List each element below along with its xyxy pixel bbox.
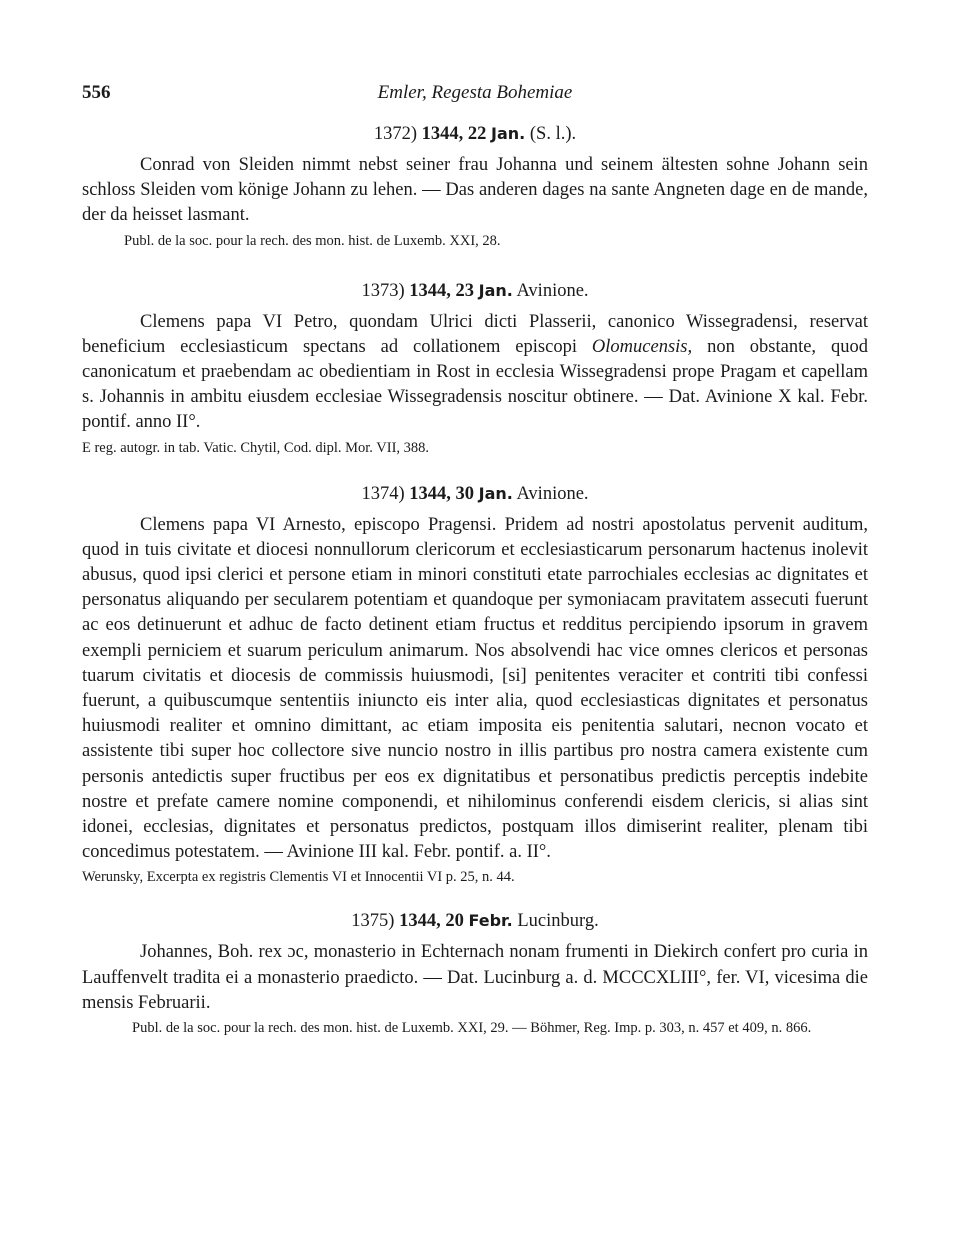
entry-text: Johannes, Boh. rex ɔc, monasterio in Echternach nonam frumenti in Diekirch confert pro curia in Lauffenvelt tradita ei a monasterio praedicto. — Dat. Lucinburg a. d. MCCCXLIII°, fer. VI, vicesima die mensis Februarii.	[82, 942, 868, 1013]
regest-entry	[82, 909, 868, 1038]
entry-source: Werunsky, Excerpta ex registris Clementis VI et Innocentii VI p. 25, n. 44.	[82, 869, 515, 886]
regest-entry	[82, 122, 868, 251]
entry-text: Conrad von Sleiden nimmt nebst seiner frau Johanna und seinem ältesten sohne Johann sein schloss Sleiden vom könige Johann zu lehen. — Das anderen dages na sante Angneten dage en de mande, der da heisset lasmant.	[82, 155, 868, 226]
entry-text	[82, 310, 868, 436]
entry-text-part: non obstante, quod canonicatum et praebendam ac obedientiam in Rost in ecclesia Wissegradensi prope Pragam et capellam s. Johannis in ambitu eiusdem ecclesiae Wissegradensis noscitur obtinere. — Dat. Avinione X kal. Febr. pontif. anno II°.	[82, 336, 869, 433]
entry-date: 1344, 20	[399, 911, 464, 932]
entry-text-italic: Olomucensis,	[591, 336, 693, 357]
entry-body	[82, 940, 868, 1016]
page-number: 556	[82, 82, 111, 103]
entry-number: 1372)	[373, 124, 418, 144]
regest-entry	[82, 482, 868, 888]
regest-entry	[82, 279, 868, 458]
text-column	[82, 122, 868, 1038]
entry-text-part: Clemens papa VI Petro, quondam Ulrici dicti Plasserii, canonico Wissegradensi, reservat beneficium ecclesiasticum spectans ad collationem episcopi	[82, 311, 868, 357]
entry-body	[82, 513, 868, 866]
page-header	[82, 82, 868, 112]
entry-month: Jan.	[478, 483, 513, 503]
running-title: Emler, Regesta Bohemiae	[377, 82, 573, 103]
entry-heading	[82, 122, 868, 146]
entry-month: Jan.	[478, 280, 513, 300]
entry-number: 1373)	[361, 280, 405, 301]
entry-number: 1375)	[351, 911, 395, 932]
entry-source: Publ. de la soc. pour la rech. des mon. hist. de Luxemb. XXI, 28.	[124, 232, 501, 249]
entry-heading	[82, 482, 868, 506]
entry-month: Febr.	[468, 911, 513, 931]
entry-number: 1374)	[361, 483, 405, 504]
entry-source: E reg. autogr. in tab. Vatic. Chytil, Cod. dipl. Mor. VII, 388.	[82, 439, 430, 456]
entry-source: Publ. de la soc. pour la rech. des mon. hist. de Luxemb. XXI, 29. — Böhmer, Reg. Imp. p. 303, n. 457 et 409, n. 866.	[132, 1020, 812, 1037]
entry-text: Clemens papa VI Arnesto, episcopo Pragensi. Pridem ad nostri apostolatus pervenit auditum, quod in tuis civitate et diocesi nonnullorum clericorum et ecclesiasticarum personarum hactenus inolevit abusus, quod ipsi clerici et persone etiam in minori constituti etate parrochiales ecclesias ac dignitates et personatus aliquando per secularem potentiam et quandoque per symoniacam pravitatem assecuti fuerunt ac eos detinuerunt et adhuc de facto detinent etiam fructus et redditus percipiendo ipsorum in gravem exempli perniciem et suarum periculum animarum. Nos absolvendi hac vice omnes clericos et personas tuarum civitatis et diocesis de commissis huiusmodi, [si] penitentes veraciter et contriti tibi confessi fuerunt, a quibuscumque sententiis iniuncto eis inter alia, quod ecclesiasticas dignitates et personatus huiusmodi realiter et omnino dimittant, ac etiam imposita eis penitentia salutari, necnon vocato et assistente tibi super hoc collectore sive nuncio nostro in illis partibus pro nostra camera existente cum personis antedictis super fructibus per eos ex dignitatibus et personatibus predictis perceptis indebite nostre et prefate camere nomine componendi, et nihilominus conferendi eisdem clericis, si alias sint idonei, ecclesias, dignitates et personatus predictos, postquam illos dimiserint realiter, plenam tibi concedimus potestatem. — Avinione III kal. Febr. pontif. a. II°.	[82, 514, 868, 863]
entry-body	[82, 310, 868, 436]
entry-place: Lucinburg.	[517, 911, 599, 932]
entry-place: Avinione.	[516, 280, 589, 301]
entry-heading	[82, 279, 868, 303]
entry-heading	[82, 909, 868, 933]
entry-date: 1344, 23	[409, 280, 474, 301]
entry-date: 1344, 30	[409, 483, 474, 504]
entry-place: Avinione.	[516, 483, 589, 504]
entry-month: Jan.	[491, 124, 526, 143]
entry-date: 1344, 22	[421, 124, 487, 144]
entry-body	[82, 153, 868, 229]
entry-place: (S. l.).	[529, 124, 577, 144]
